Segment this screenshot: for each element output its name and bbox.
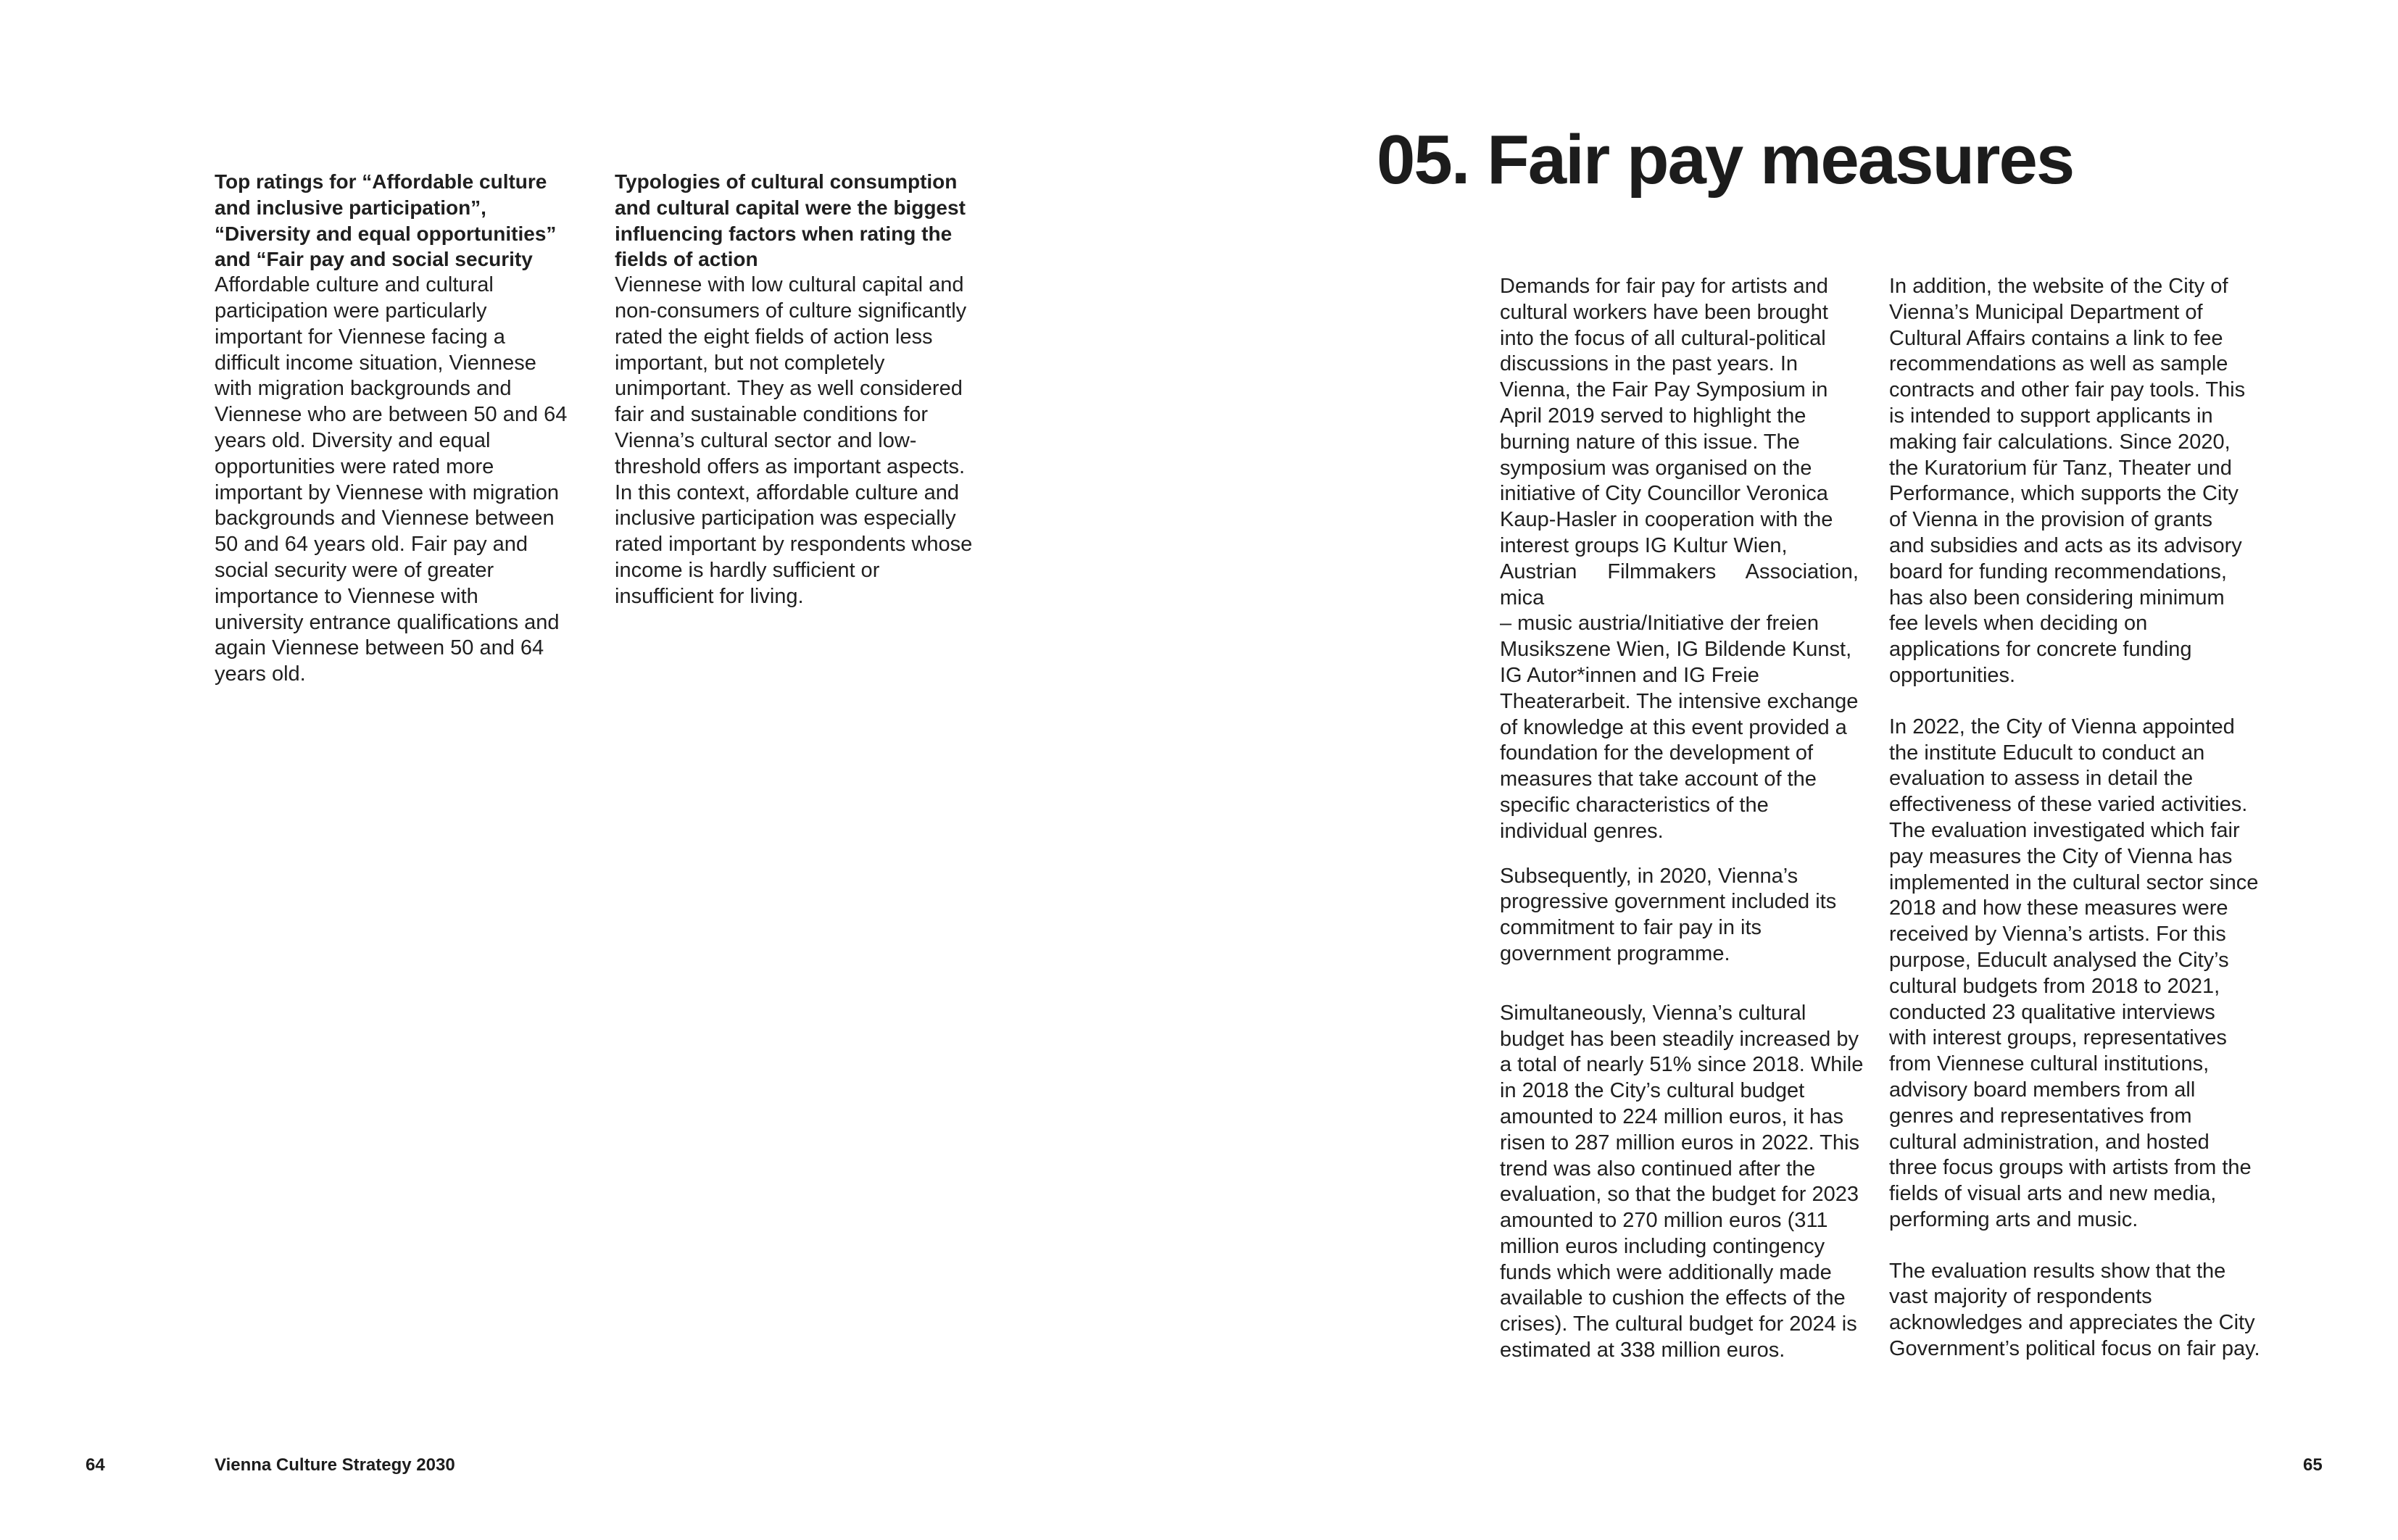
page-number-right: 65 (2303, 1455, 2323, 1475)
body-paragraph: Viennese with low cultural capital and non-consumers of culture significantly rated the eight fields of action less important, but not completely unimportant. They as well considered fair and sustainable conditions for Vienna’s cultural sector and low- threshold offers as important aspects. In this context, affordable culture and inclusive participation was especially rated important by respondents whose income is hardly sufficient or insufficient for living. (615, 273, 973, 608)
right-page-column-1 (1500, 274, 1864, 1364)
body-paragraph: Simultaneously, Vienna’s cultural budget has been steadily increased by a total of nearly 51% since 2018. While in 2018 the City’s cultural budget amounted to 224 million euros, it has risen to 287 million euros in 2022. This trend was also continued after the evaluation, so that the budget for 2023 amounted to 270 million euros (311 million euros including contingency funds which were additionally made available to cushion the effects of the crises). The cultural budget for 2024 is estimated at 338 million euros. (1500, 1001, 1864, 1362)
section-title: 05. Fair pay measures (1377, 121, 2074, 199)
body-paragraph: In addition, the website of the City of Vienna’s Municipal Department of Cultural Affairs contains a link to fee recommendations as well as sample contracts and other fair pay tools. This is intended to support applicants in making fair calculations. Since 2020, the Kuratorium für Tanz, Theater und Performance, which supports the City of Vienna in the provision of grants and subsidies and acts as its advisory board for funding recommendations, has also been considering minimum fee levels when deciding on applications for concrete funding opportunities. (1889, 275, 2246, 687)
body-paragraph: Demands for fair pay for artists and cultural workers have been brought into the focus of all cultural-political discussions in the past years. In Vienna, the Fair Pay Symposium in April 2019 served to highlight the burning nature of this issue. The symposium was organised on the initiative of City Councillor Veronica Kaup-Hasler in cooperation with the interest groups IG Kultur Wien, Austrian Filmmakers Association, mica – music austria/Initiative der freien Musikszene Wien, IG Bildende Kunst, IG Autor*innen and IG Freie Theaterarbeit. The intensive exchange of knowledge at this event provided a foundation for the development of measures that take account of the specific characteristics of the individual genres. (1500, 275, 1859, 843)
left-page-column-1 (215, 169, 577, 688)
column-heading: Typologies of cultural consumption and cultural capital were the biggest influencing factors when rating the fields of action (615, 170, 966, 271)
column-heading: Top ratings for “Affordable culture and inclusive participation”, “Diversity and equal opportunities” and “Fair pay and social security (215, 170, 557, 271)
body-paragraph: Affordable culture and cultural participation were particularly important for Viennese facing a difficult income situation, Viennese with migration backgrounds and Viennese who are between 50 and 64 years old. Diversity and equal opportunities were rated more important by Viennese with migration backgrounds and Viennese between 50 and 64 years old. Fair pay and social security were of greater importance to Viennese with university entrance qualifications and again Viennese between 50 and 64 years old. (215, 273, 568, 686)
page-number-left: 64 (86, 1455, 105, 1475)
right-page-column-2 (1889, 274, 2260, 1362)
body-paragraph: In 2022, the City of Vienna appointed the institute Educult to conduct an evaluation to assess in detail the effectiveness of these varied activities. The evaluation investigated which fair pay measures the City of Vienna has implemented in the cultural sector since 2018 and how these measures were received by Vienna’s artists. For this purpose, Educult analysed the City’s cultural budgets from 2018 to 2021, conducted 23 qualitative interviews with interest groups, representatives from Viennese cultural institutions, advisory board members from all genres and representatives from cultural administration, and hosted three focus groups with artists from the fields of visual arts and new media, performing arts and music. (1889, 715, 2259, 1231)
publication-title: Vienna Culture Strategy 2030 (215, 1455, 455, 1475)
body-paragraph: The evaluation results show that the vast majority of respondents acknowledges and appreciates the City Government’s political focus on fair pay. (1889, 1259, 2260, 1361)
left-page-column-2 (615, 169, 980, 610)
body-paragraph: Subsequently, in 2020, Vienna’s progressive government included its commitment to fair pay in its government programme. (1500, 864, 1837, 965)
